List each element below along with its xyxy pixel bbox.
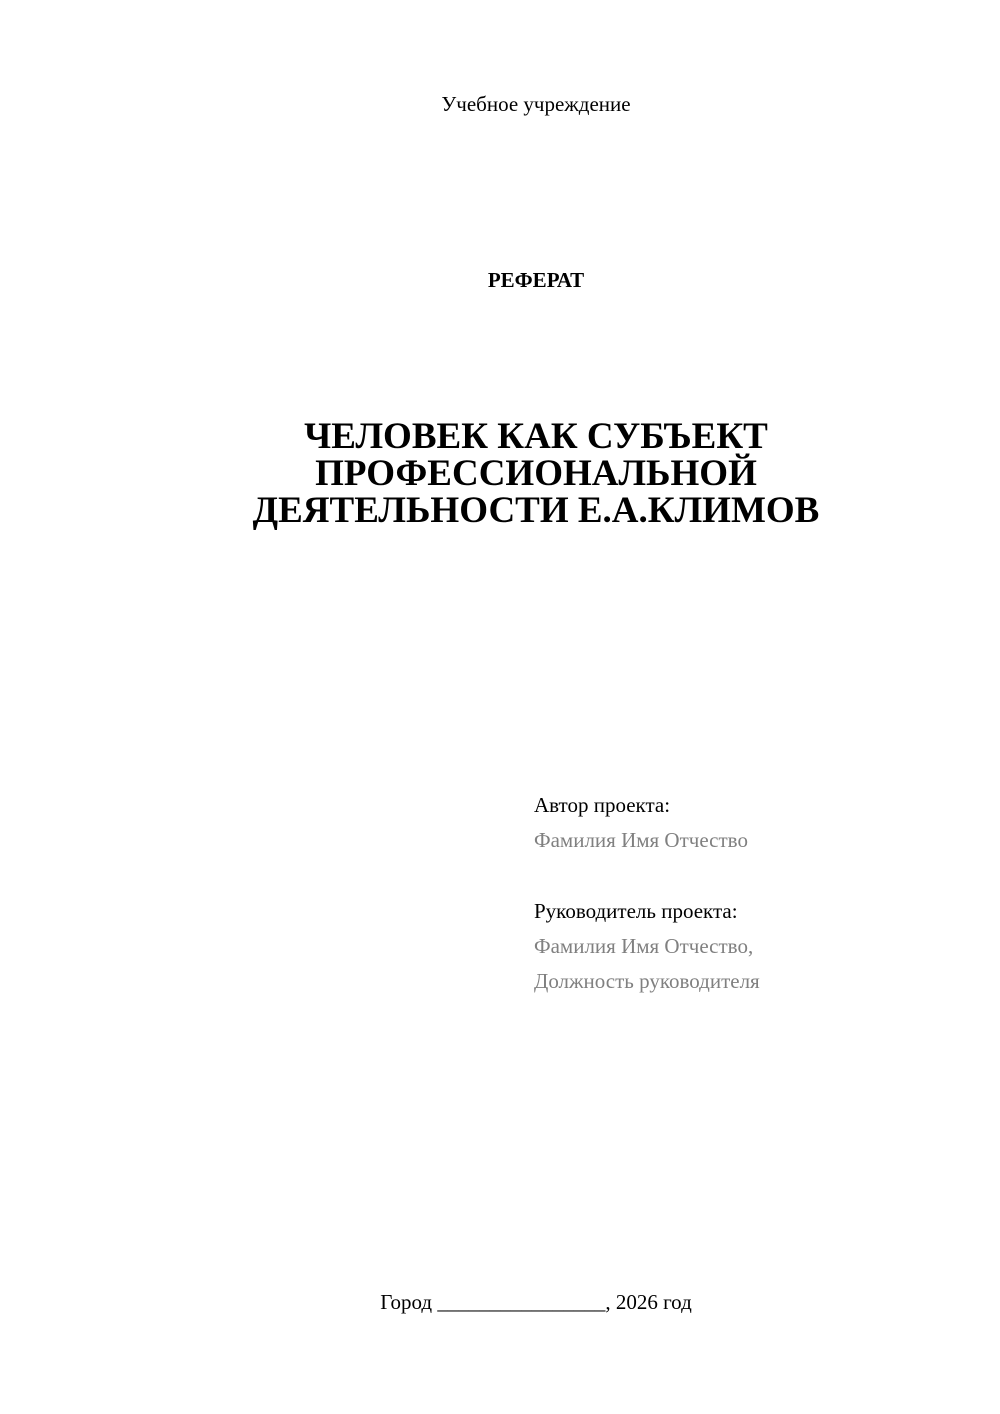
- city-blank: ________________: [437, 1290, 606, 1314]
- credits-block: [534, 788, 760, 999]
- document-title: [0, 418, 1000, 529]
- document-type: РЕФЕРАТ: [487, 268, 585, 292]
- supervisor-position: Должность руководителя: [534, 969, 760, 993]
- author-name: Фамилия Имя Отчество: [534, 828, 748, 852]
- year-text: , 2026 год: [605, 1290, 692, 1314]
- supervisor-label: Руководитель проекта:: [534, 899, 738, 923]
- institution-name: Учебное учреждение: [441, 92, 631, 116]
- city-label: Город: [380, 1290, 433, 1314]
- author-label: Автор проекта:: [534, 793, 671, 817]
- title-line: ПРОФЕССИОНАЛЬНОЙ: [315, 453, 757, 494]
- supervisor-name: Фамилия Имя Отчество,: [534, 934, 754, 958]
- title-line: ЧЕЛОВЕК КАК СУБЪЕКТ: [304, 416, 768, 457]
- title-line: ДЕЯТЕЛЬНОСТИ Е.А.КЛИМОВ: [252, 490, 820, 531]
- city-year-line: [0, 1290, 1000, 1315]
